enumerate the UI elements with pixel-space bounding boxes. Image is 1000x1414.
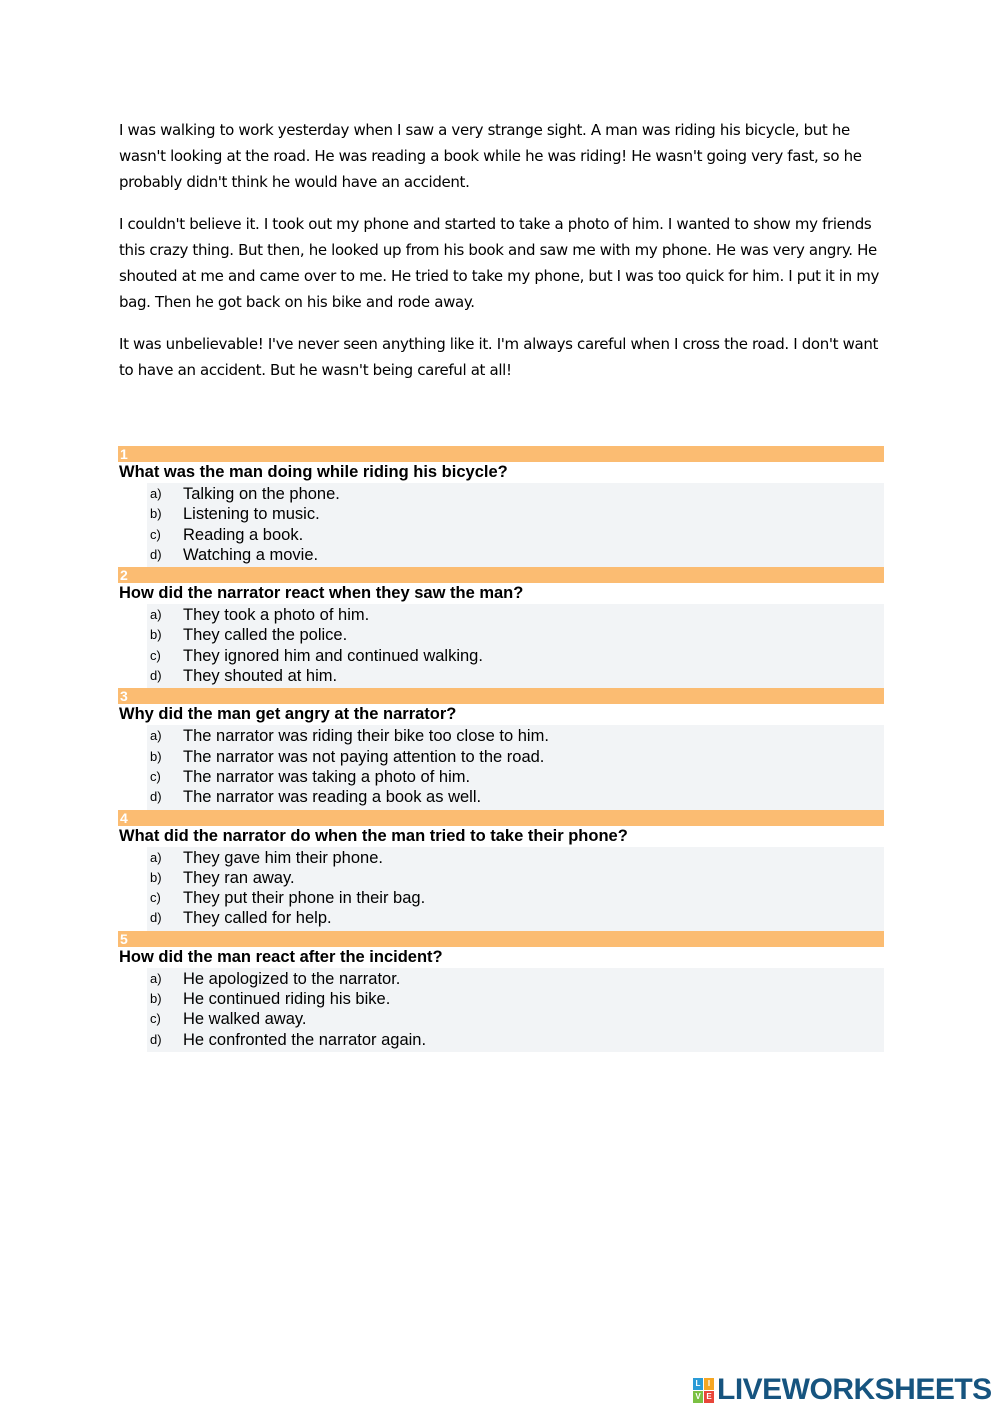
options-list — [147, 847, 884, 931]
option-text: He walked away. — [183, 1010, 307, 1029]
quiz — [118, 446, 884, 1052]
question-text: How did the narrator react when they saw the man? — [119, 584, 524, 603]
option-text: Watching a movie. — [183, 545, 319, 564]
option-d[interactable] — [147, 666, 884, 686]
question-1 — [118, 446, 884, 567]
option-text: They ran away. — [183, 868, 295, 887]
option-d[interactable] — [147, 787, 884, 807]
logo-mark-icon — [693, 1378, 714, 1403]
option-text: They gave him their phone. — [183, 848, 383, 867]
option-text: They took a photo of him. — [183, 606, 370, 625]
passage-paragraph-1: I was walking to work yesterday when I saw a very strange sight. A man was riding his bicycle, but he wasn't looking at the road. He was reading a book while he was riding! He wasn't going very fast, so he probably didn't think he would have an accident. — [119, 121, 862, 191]
question-number-bar: 5 — [118, 931, 884, 947]
logo-mark-tile: V — [693, 1391, 703, 1403]
question-4 — [118, 810, 884, 931]
option-d[interactable] — [147, 1030, 884, 1050]
options-list — [147, 968, 884, 1052]
option-text: Listening to music. — [183, 505, 320, 524]
option-letter: d) — [150, 789, 162, 805]
option-a[interactable] — [147, 848, 884, 868]
option-text: They shouted at him. — [183, 667, 338, 686]
question-text: Why did the man get angry at the narrator? — [119, 705, 457, 724]
passage-paragraph-3: It was unbelievable! I've never seen anything like it. I'm always careful when I cross the road. I don't want to have an accident. But he wasn't being careful at all! — [119, 335, 879, 379]
option-c[interactable] — [147, 767, 884, 787]
question-5 — [118, 931, 884, 1052]
logo-mark-tile: I — [704, 1378, 714, 1390]
option-c[interactable] — [147, 646, 884, 666]
question-number-bar: 4 — [118, 810, 884, 826]
question-number-bar: 2 — [118, 567, 884, 583]
option-text: He confronted the narrator again. — [183, 1030, 427, 1049]
option-letter: d) — [150, 546, 162, 562]
option-b[interactable] — [147, 625, 884, 645]
option-text: The narrator was reading a book as well. — [183, 788, 482, 807]
option-letter: c) — [150, 1011, 161, 1027]
question-number-bar: 1 — [118, 446, 884, 462]
option-text: He apologized to the narrator. — [183, 969, 401, 988]
logo-mark-tile: L — [693, 1378, 703, 1390]
option-text: The narrator was not paying attention to the road. — [183, 747, 545, 766]
option-text: Talking on the phone. — [183, 485, 340, 503]
option-letter: a) — [150, 970, 162, 986]
options-list — [147, 725, 884, 809]
option-letter: d) — [150, 668, 162, 684]
option-text: Reading a book. — [183, 525, 304, 544]
option-letter: b) — [150, 869, 162, 885]
option-letter: d) — [150, 1031, 162, 1047]
passage-paragraph-2: I couldn't believe it. I took out my phone and started to take a photo of him. I wanted to show my friends this crazy thing. But then, he looked up from his book and saw me with my phone. He was very angry. He shouted at me and came over to me. He tried to take my phone, but I was too quick for him. I put it in my bag. Then he got back on his bike and rode away. — [119, 215, 880, 311]
option-letter: a) — [150, 486, 162, 501]
reading-passage — [119, 117, 884, 399]
option-letter: b) — [150, 506, 162, 522]
option-letter: a) — [150, 728, 162, 744]
option-a[interactable] — [147, 605, 884, 625]
option-c[interactable] — [147, 525, 884, 545]
option-d[interactable] — [147, 545, 884, 565]
question-number-bar: 3 — [118, 688, 884, 704]
option-text: They ignored him and continued walking. — [183, 646, 483, 665]
option-text: They called the police. — [183, 626, 348, 645]
question-2 — [118, 567, 884, 688]
option-letter: b) — [150, 991, 162, 1007]
option-letter: c) — [150, 647, 161, 663]
question-3 — [118, 688, 884, 809]
option-text: They called for help. — [183, 909, 332, 928]
option-b[interactable] — [147, 989, 884, 1009]
option-b[interactable] — [147, 504, 884, 524]
logo-mark-tile: E — [704, 1391, 714, 1403]
option-text: He continued riding his bike. — [183, 990, 391, 1009]
option-a[interactable] — [147, 969, 884, 989]
options-list — [147, 483, 884, 567]
option-letter: a) — [150, 849, 162, 865]
option-letter: c) — [150, 890, 161, 906]
liveworksheets-logo — [693, 1373, 992, 1406]
option-text: The narrator was riding their bike too close to him. — [183, 727, 549, 746]
option-letter: c) — [150, 768, 161, 784]
option-letter: d) — [150, 910, 162, 926]
option-letter: a) — [150, 607, 162, 623]
option-text: They put their phone in their bag. — [183, 889, 426, 908]
question-text: What did the narrator do when the man tried to take their phone? — [119, 826, 628, 845]
option-letter: b) — [150, 627, 162, 643]
option-text: The narrator was taking a photo of him. — [183, 767, 471, 786]
option-b[interactable] — [147, 868, 884, 888]
option-a[interactable] — [147, 726, 884, 746]
option-letter: c) — [150, 526, 161, 542]
option-letter: b) — [150, 748, 162, 764]
options-list — [147, 604, 884, 688]
option-c[interactable] — [147, 888, 884, 908]
option-a[interactable] — [147, 484, 884, 504]
question-text: What was the man doing while riding his bicycle? — [119, 463, 508, 481]
logo-text: LIVEWORKSHEETS — [717, 1373, 992, 1406]
option-d[interactable] — [147, 908, 884, 928]
option-c[interactable] — [147, 1009, 884, 1029]
option-b[interactable] — [147, 747, 884, 767]
question-text: How did the man react after the incident? — [119, 947, 443, 966]
